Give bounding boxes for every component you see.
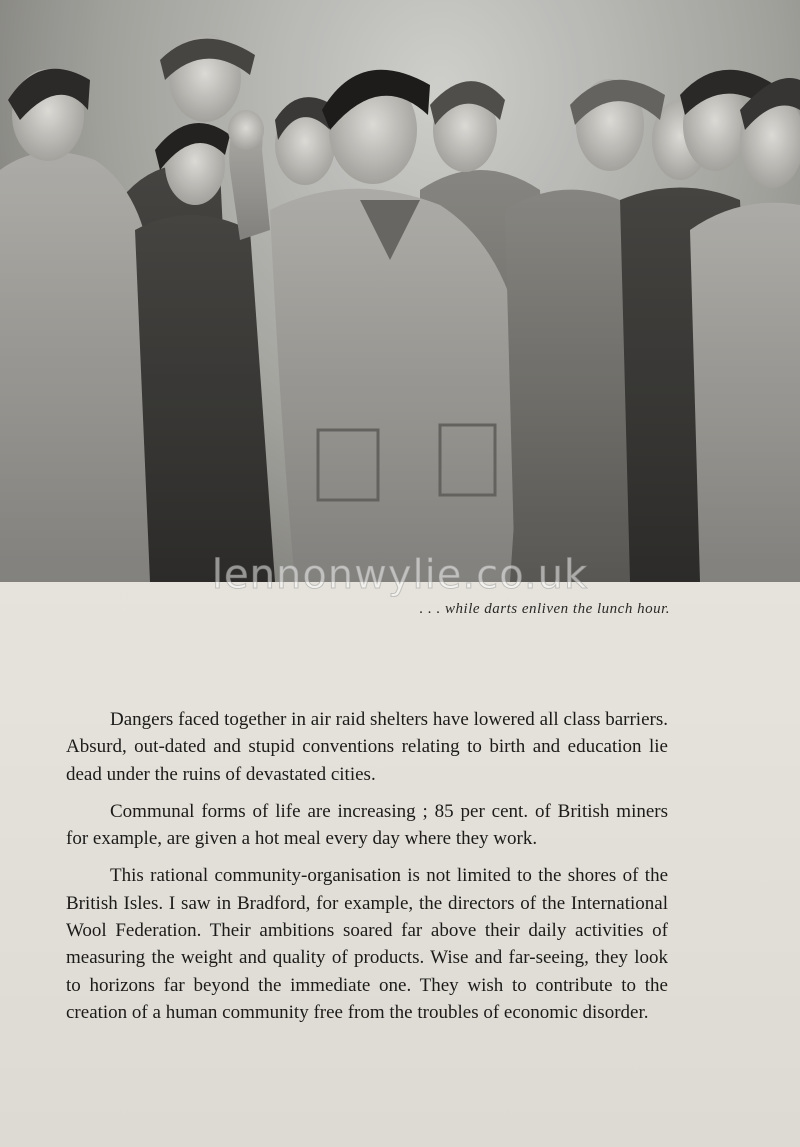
paragraph: Dangers faced together in air raid shelters have lowered all class barriers. Absurd, out-dated and stupid conventions relating to birth and education lie dead under the ruins of devastated cities.: [66, 709, 668, 785]
paragraph: Communal forms of life are increasing ; 85 per cent. of British miners for example, are given a hot meal every day where they work.: [66, 800, 668, 850]
body-text: [66, 706, 668, 1036]
photo-caption: . . . while darts enliven the lunch hour.: [419, 601, 670, 617]
watermark: lennonwylie.co.uk: [211, 552, 589, 598]
paragraph: This rational community-organisation is not limited to the shores of the British Isles. I saw in Bradford, for example, the directors of the International Wool Federation. Their ambitions soared far above their daily activities of measuring the weight and quality of products. Wise and far-seeing, they look to horizons far beyond the immediate one. They wish to contribute to the creation of a human community free from the troubles of economic disorder.: [66, 865, 668, 1023]
